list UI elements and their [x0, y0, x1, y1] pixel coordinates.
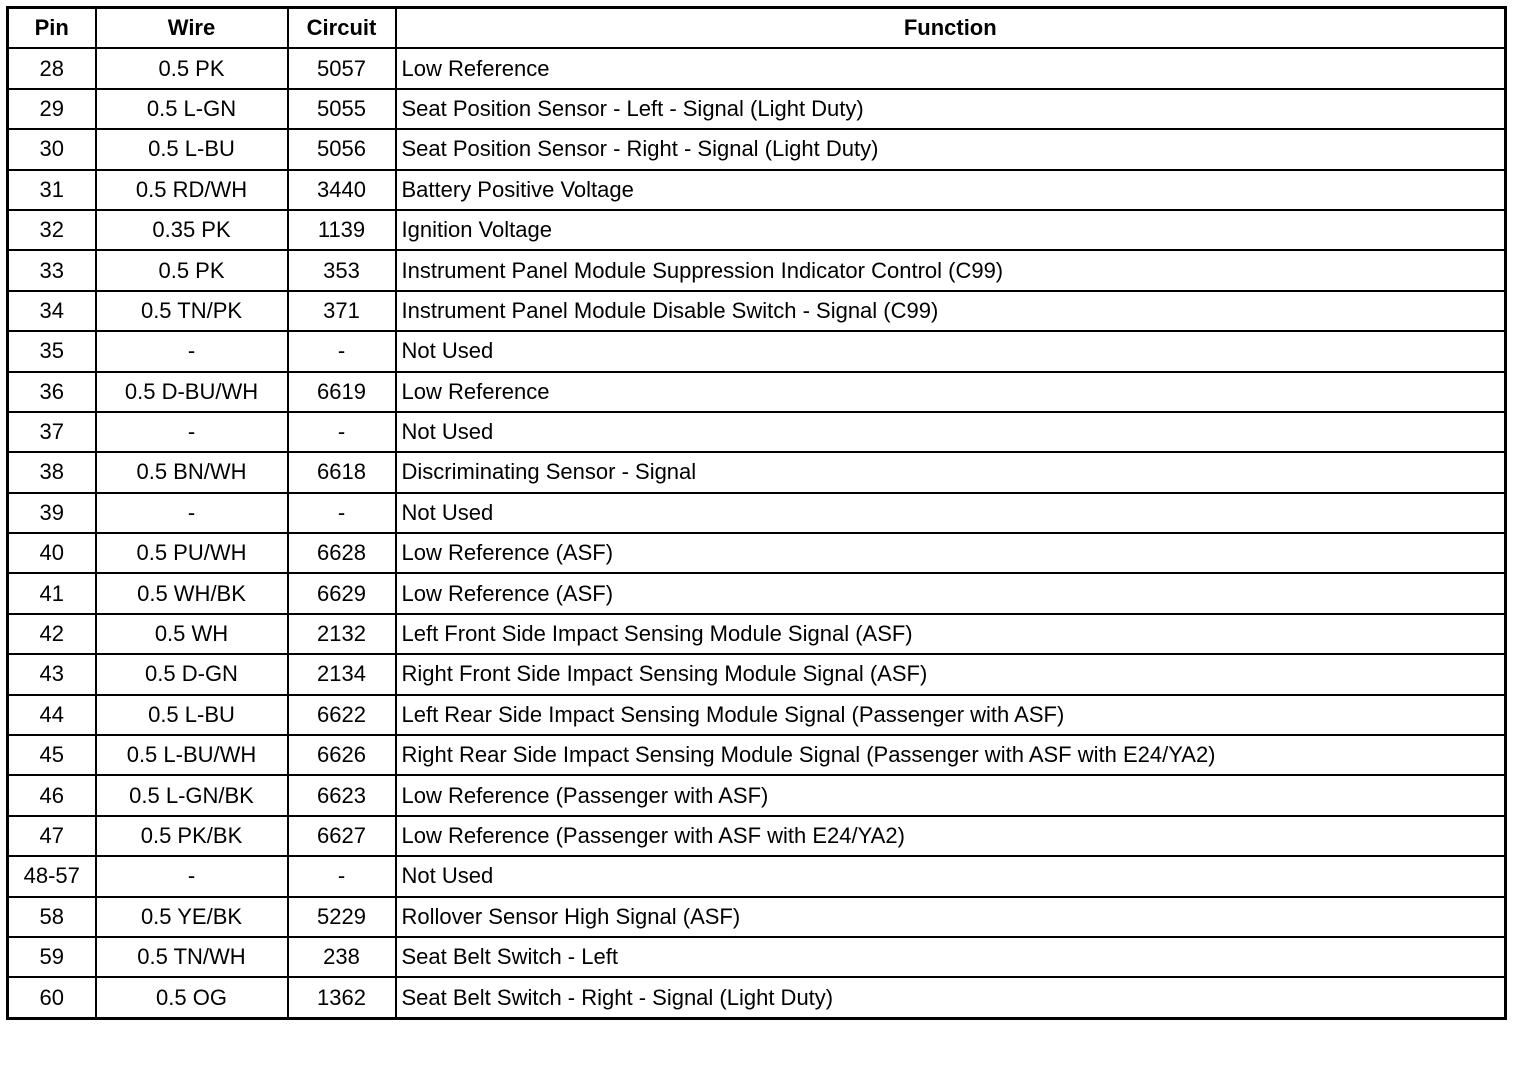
- pin-cell: 44: [8, 695, 96, 735]
- wire-cell: 0.5 L-GN: [96, 89, 288, 129]
- pin-column-header: Pin: [8, 8, 96, 49]
- circuit-cell: 6628: [288, 533, 396, 573]
- function-cell: Low Reference: [396, 48, 1506, 88]
- circuit-cell: -: [288, 856, 396, 896]
- function-cell: Instrument Panel Module Suppression Indicator Control (C99): [396, 250, 1506, 290]
- table-row: [8, 210, 1506, 250]
- function-column-header: Function: [396, 8, 1506, 49]
- circuit-cell: 353: [288, 250, 396, 290]
- table-row: [8, 452, 1506, 492]
- function-cell: Seat Belt Switch - Right - Signal (Light Duty): [396, 977, 1506, 1018]
- wire-cell: 0.5 TN/WH: [96, 937, 288, 977]
- pin-cell: 35: [8, 331, 96, 371]
- circuit-cell: 5057: [288, 48, 396, 88]
- circuit-cell: -: [288, 493, 396, 533]
- wire-cell: -: [96, 856, 288, 896]
- pin-cell: 58: [8, 897, 96, 937]
- function-cell: Low Reference (Passenger with ASF with E24/YA2): [396, 816, 1506, 856]
- circuit-cell: 1362: [288, 977, 396, 1018]
- function-cell: Seat Position Sensor - Right - Signal (Light Duty): [396, 129, 1506, 169]
- pin-cell: 43: [8, 654, 96, 694]
- wire-cell: 0.5 D-GN: [96, 654, 288, 694]
- pin-cell: 45: [8, 735, 96, 775]
- wire-cell: 0.5 WH/BK: [96, 573, 288, 613]
- pin-cell: 41: [8, 573, 96, 613]
- pin-cell: 30: [8, 129, 96, 169]
- circuit-cell: 6626: [288, 735, 396, 775]
- table-body: [8, 48, 1506, 1018]
- circuit-cell: 2132: [288, 614, 396, 654]
- function-cell: Not Used: [396, 856, 1506, 896]
- table-row: [8, 48, 1506, 88]
- circuit-cell: 371: [288, 291, 396, 331]
- circuit-cell: 6619: [288, 372, 396, 412]
- table-row: [8, 291, 1506, 331]
- table-row: [8, 816, 1506, 856]
- function-cell: Discriminating Sensor - Signal: [396, 452, 1506, 492]
- wire-cell: -: [96, 331, 288, 371]
- table-row: [8, 735, 1506, 775]
- wire-cell: 0.5 L-GN/BK: [96, 775, 288, 815]
- circuit-cell: 6622: [288, 695, 396, 735]
- table-row: [8, 856, 1506, 896]
- function-cell: Left Rear Side Impact Sensing Module Signal (Passenger with ASF): [396, 695, 1506, 735]
- pin-cell: 46: [8, 775, 96, 815]
- circuit-cell: 238: [288, 937, 396, 977]
- circuit-cell: 5056: [288, 129, 396, 169]
- table-row: [8, 573, 1506, 613]
- function-cell: Low Reference: [396, 372, 1506, 412]
- circuit-cell: -: [288, 412, 396, 452]
- wire-cell: 0.5 L-BU: [96, 129, 288, 169]
- circuit-cell: 6623: [288, 775, 396, 815]
- table-row: [8, 695, 1506, 735]
- wire-cell: -: [96, 412, 288, 452]
- wire-cell: 0.5 OG: [96, 977, 288, 1018]
- table-row: [8, 937, 1506, 977]
- pin-function-table: [6, 6, 1507, 1020]
- wire-cell: -: [96, 493, 288, 533]
- table-row: [8, 977, 1506, 1018]
- pin-cell: 59: [8, 937, 96, 977]
- circuit-cell: 5229: [288, 897, 396, 937]
- pin-cell: 33: [8, 250, 96, 290]
- function-cell: Battery Positive Voltage: [396, 170, 1506, 210]
- table-row: [8, 897, 1506, 937]
- table-row: [8, 372, 1506, 412]
- wire-cell: 0.5 D-BU/WH: [96, 372, 288, 412]
- pin-cell: 39: [8, 493, 96, 533]
- table-row: [8, 614, 1506, 654]
- wire-cell: 0.5 WH: [96, 614, 288, 654]
- function-cell: Right Rear Side Impact Sensing Module Signal (Passenger with ASF with E24/YA2): [396, 735, 1506, 775]
- function-cell: Right Front Side Impact Sensing Module Signal (ASF): [396, 654, 1506, 694]
- function-cell: Instrument Panel Module Disable Switch - Signal (C99): [396, 291, 1506, 331]
- pin-cell: 37: [8, 412, 96, 452]
- wire-cell: 0.5 PK: [96, 48, 288, 88]
- table-row: [8, 493, 1506, 533]
- table-row: [8, 412, 1506, 452]
- pin-cell: 28: [8, 48, 96, 88]
- pin-cell: 48-57: [8, 856, 96, 896]
- function-cell: Low Reference (ASF): [396, 573, 1506, 613]
- circuit-cell: 6618: [288, 452, 396, 492]
- wire-cell: 0.5 RD/WH: [96, 170, 288, 210]
- circuit-column-header: Circuit: [288, 8, 396, 49]
- function-cell: Low Reference (Passenger with ASF): [396, 775, 1506, 815]
- circuit-cell: 5055: [288, 89, 396, 129]
- table-row: [8, 89, 1506, 129]
- wire-cell: 0.5 PK/BK: [96, 816, 288, 856]
- pin-cell: 42: [8, 614, 96, 654]
- pin-cell: 47: [8, 816, 96, 856]
- function-cell: Not Used: [396, 331, 1506, 371]
- table-row: [8, 775, 1506, 815]
- pin-cell: 32: [8, 210, 96, 250]
- circuit-cell: 3440: [288, 170, 396, 210]
- wire-cell: 0.5 BN/WH: [96, 452, 288, 492]
- function-cell: Not Used: [396, 412, 1506, 452]
- circuit-cell: 2134: [288, 654, 396, 694]
- pin-cell: 60: [8, 977, 96, 1018]
- wire-cell: 0.5 L-BU/WH: [96, 735, 288, 775]
- wire-cell: 0.5 PK: [96, 250, 288, 290]
- table-row: [8, 533, 1506, 573]
- table-row: [8, 129, 1506, 169]
- pin-cell: 38: [8, 452, 96, 492]
- function-cell: Seat Position Sensor - Left - Signal (Light Duty): [396, 89, 1506, 129]
- pin-cell: 29: [8, 89, 96, 129]
- function-cell: Not Used: [396, 493, 1506, 533]
- wire-cell: 0.35 PK: [96, 210, 288, 250]
- wire-cell: 0.5 PU/WH: [96, 533, 288, 573]
- wire-column-header: Wire: [96, 8, 288, 49]
- header-row: [8, 8, 1506, 49]
- wire-cell: 0.5 L-BU: [96, 695, 288, 735]
- wire-cell: 0.5 YE/BK: [96, 897, 288, 937]
- table-row: [8, 250, 1506, 290]
- circuit-cell: 6629: [288, 573, 396, 613]
- circuit-cell: 6627: [288, 816, 396, 856]
- pin-cell: 40: [8, 533, 96, 573]
- function-cell: Seat Belt Switch - Left: [396, 937, 1506, 977]
- table-row: [8, 654, 1506, 694]
- pin-cell: 34: [8, 291, 96, 331]
- circuit-cell: 1139: [288, 210, 396, 250]
- table-row: [8, 331, 1506, 371]
- wire-cell: 0.5 TN/PK: [96, 291, 288, 331]
- function-cell: Left Front Side Impact Sensing Module Signal (ASF): [396, 614, 1506, 654]
- function-cell: Ignition Voltage: [396, 210, 1506, 250]
- circuit-cell: -: [288, 331, 396, 371]
- table-row: [8, 170, 1506, 210]
- pin-cell: 36: [8, 372, 96, 412]
- pin-cell: 31: [8, 170, 96, 210]
- function-cell: Rollover Sensor High Signal (ASF): [396, 897, 1506, 937]
- function-cell: Low Reference (ASF): [396, 533, 1506, 573]
